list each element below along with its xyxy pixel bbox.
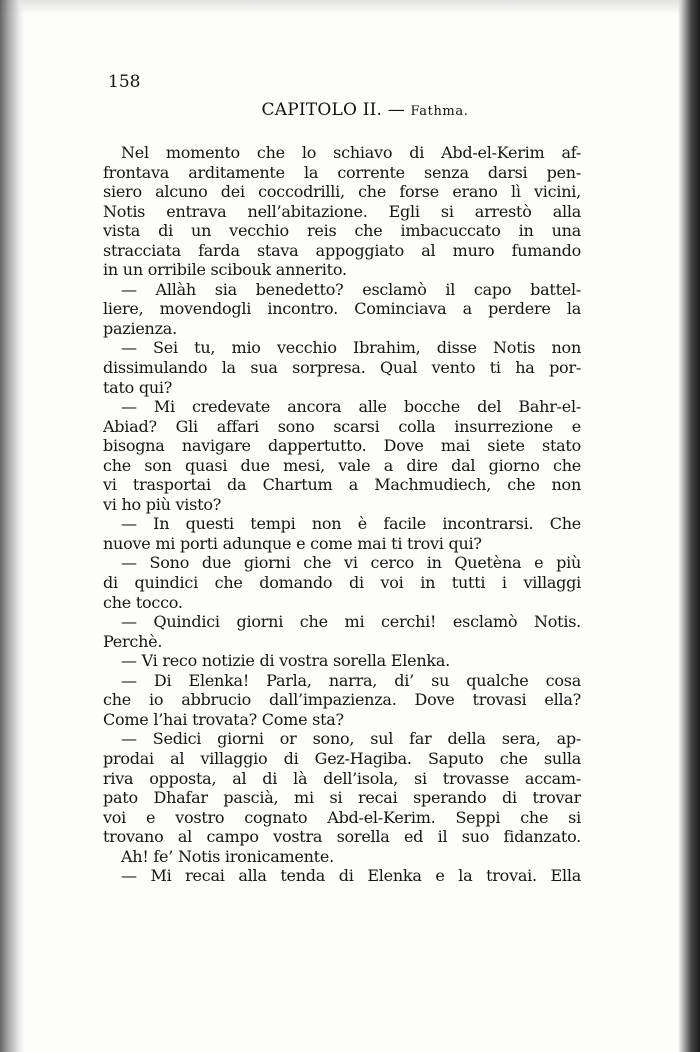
text-line: in un orribile scibouk annerito.: [103, 260, 347, 280]
text-line: — Allàh sia benedetto? esclamò il capo battel-: [121, 279, 581, 299]
text-line: nuove mi porti adunque e come mai ti trovi qui?: [103, 533, 482, 553]
text-line: Ah! fe’ Notis ironicamente.: [121, 846, 334, 866]
text-line: — Quindici giorni che mi cerchi! esclamò Notis.: [121, 612, 581, 632]
text-line: liere, movendogli incontro. Cominciava a perdere la: [103, 299, 581, 319]
text-line: Notis entrava nell’abitazione. Egli si arrestò alla: [103, 201, 581, 221]
text-line: Come l’hai trovata? Come sta?: [103, 709, 344, 729]
text-line: — Di Elenka! Parla, narra, di’ su qualche cosa: [121, 670, 581, 690]
text-line: Abiad? Gli affari sono scarsi colla insurrezione e: [103, 416, 581, 436]
scan-edge-top: [0, 0, 700, 14]
text-line: trovano al campo vostra sorella ed il suo fidanzato.: [103, 827, 581, 847]
chapter-title: [0, 100, 700, 120]
text-line: di quindici che domando di voi in tutti i villaggi: [103, 573, 581, 593]
text-line: bisogna navigare dappertutto. Dove mai siete stato: [103, 436, 581, 456]
text-line: Perchè.: [103, 631, 163, 651]
text-line: siero alcuno dei coccodrilli, che forse erano lì vicini,: [103, 182, 581, 202]
text-line: — Sei tu, mio vecchio Ibrahim, disse Notis non: [121, 338, 581, 358]
page-number: 158: [108, 72, 141, 92]
text-line: che io abbrucio dall’impazienza. Dove trovasi ella?: [103, 690, 581, 710]
text-line: frontava arditamente la corrente senza darsi pen-: [103, 162, 581, 182]
text-line: tato qui?: [103, 377, 173, 397]
text-line: vi trasportai da Chartum a Machmudiech, che non: [103, 475, 581, 495]
text-line: che son quasi due mesi, vale a dire dal giorno che: [103, 455, 581, 475]
text-line: — Mi recai alla tenda di Elenka e la trovai. Ella: [121, 866, 581, 886]
text-line: — Vi reco notizie di vostra sorella Elenka.: [121, 651, 450, 671]
text-line: riva opposta, al di là dell’isola, si trovasse accam-: [103, 768, 581, 788]
text-line: — In questi tempi non è facile incontrarsi. Che: [121, 514, 581, 534]
text-line: pato Dhafar pascià, mi si recai sperando di trovar: [103, 788, 581, 808]
text-line: — Sedici giorni or sono, sul far della sera, ap-: [121, 729, 581, 749]
text-line: vista di un vecchio reis che imbacuccato in una: [103, 221, 581, 241]
chapter-name: Fathma.: [410, 104, 469, 119]
text-line: vi ho più visto?: [103, 494, 222, 514]
body-text: [103, 143, 581, 886]
text-line: — Mi credevate ancora alle bocche del Bahr-el-: [121, 397, 581, 417]
chapter-label: CAPITOLO II. —: [261, 100, 411, 120]
text-line: stracciata farda stava appoggiato al muro fumando: [103, 240, 581, 260]
text-line: voi e vostro cognato Abd-el-Kerim. Seppi che si: [103, 807, 581, 827]
text-line: dissimulando la sua sorpresa. Qual vento ti ha por-: [103, 358, 581, 378]
text-line: — Sono due giorni che vi cerco in Quetèna e più: [121, 553, 581, 573]
text-line: che tocco.: [103, 592, 183, 612]
text-line: prodai al villaggio di Gez-Hagiba. Saputo che sulla: [103, 748, 581, 768]
scan-edge-left: [0, 0, 24, 1052]
text-line: pazienza.: [103, 318, 177, 338]
text-line: Nel momento che lo schiavo di Abd-el-Kerim af-: [121, 143, 581, 162]
scan-edge-right: [678, 0, 700, 1052]
